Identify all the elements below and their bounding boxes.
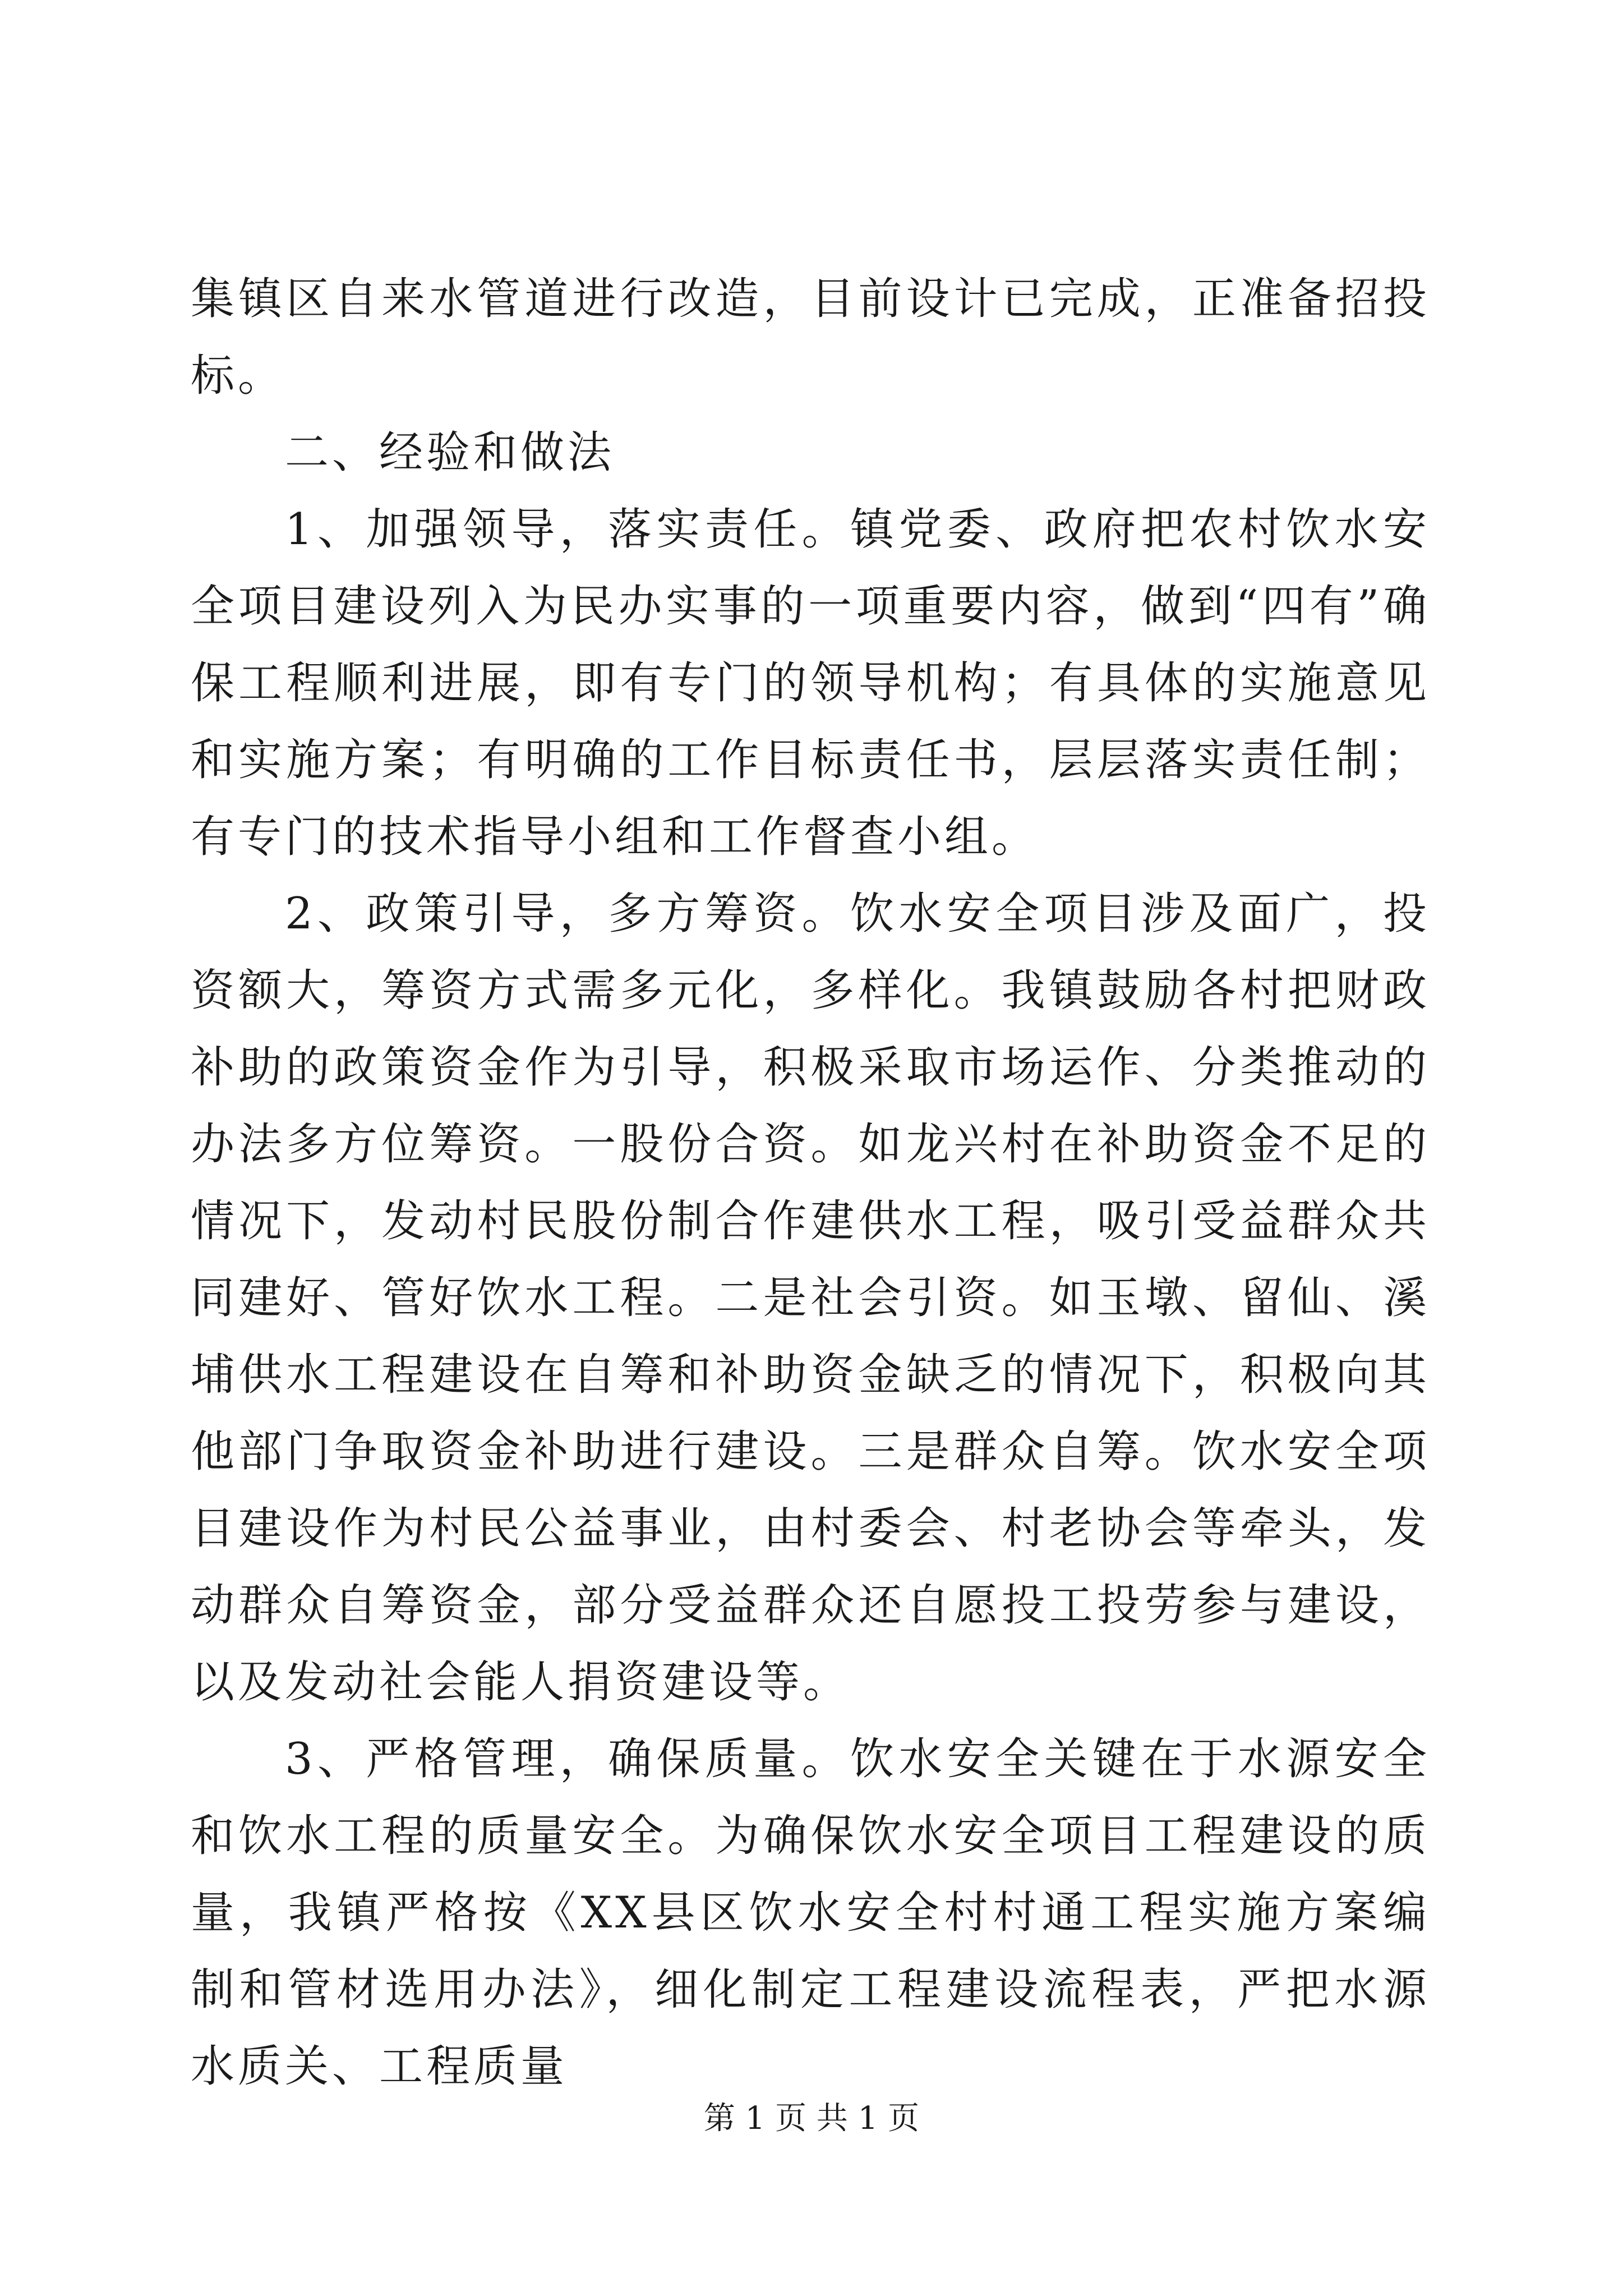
paragraph-leadership: 1、加强领导，落实责任。镇党委、政府把农村饮水安全项目建设列入为民办实事的一项重要内容，做到“四有”确保工程顺利进展，即有专门的领导机构；有具体的实施意见和实施方案；有明确的工作目标责任书，层层落实责任制；有专门的技术指导小组和工作督查小组。 [191, 504, 1430, 862]
page-footer: 第 1 页 共 1 页 [703, 2100, 920, 2137]
section-heading-experience: 二、经验和做法 [285, 427, 615, 478]
paragraph-quality: 3、严格管理，确保质量。饮水安全关键在于水源安全和饮水工程的质量安全。为确保饮水安全项目工程建设的质量，我镇严格按《XX县区饮水安全村村通工程实施方案编制和管材选用办法》，细化制定工程建设流程表，严把水源水质关、工程质量 [191, 1734, 1430, 2092]
paragraph-continuation: 集镇区自来水管道进行改造，目前设计已完成，正准备招投标。 [191, 274, 1430, 401]
paragraph-funding: 2、政策引导，多方筹资。饮水安全项目涉及面广，投资额大，筹资方式需多元化，多样化。我镇鼓励各村把财政补助的政策资金作为引导，积极采取市场运作、分类推动的办法多方位筹资。一股份合资。如龙兴村在补助资金不足的情况下，发动村民股份制合作建供水工程，吸引受益群众共同建好、管好饮水工程。二是社会引资。如玉墩、留仙、溪埔供水工程建设在自筹和补助资金缺乏的情况下，积极向其他部门争取资金补助进行建设。三是群众自筹。饮水安全项目建设作为村民公益事业，由村委会、村老协会等牵头，发动群众自筹资金，部分受益群众还自愿投工投劳参与建设，以及发动社会能人捐资建设等。 [191, 889, 1430, 1708]
document-body [191, 261, 1430, 2105]
